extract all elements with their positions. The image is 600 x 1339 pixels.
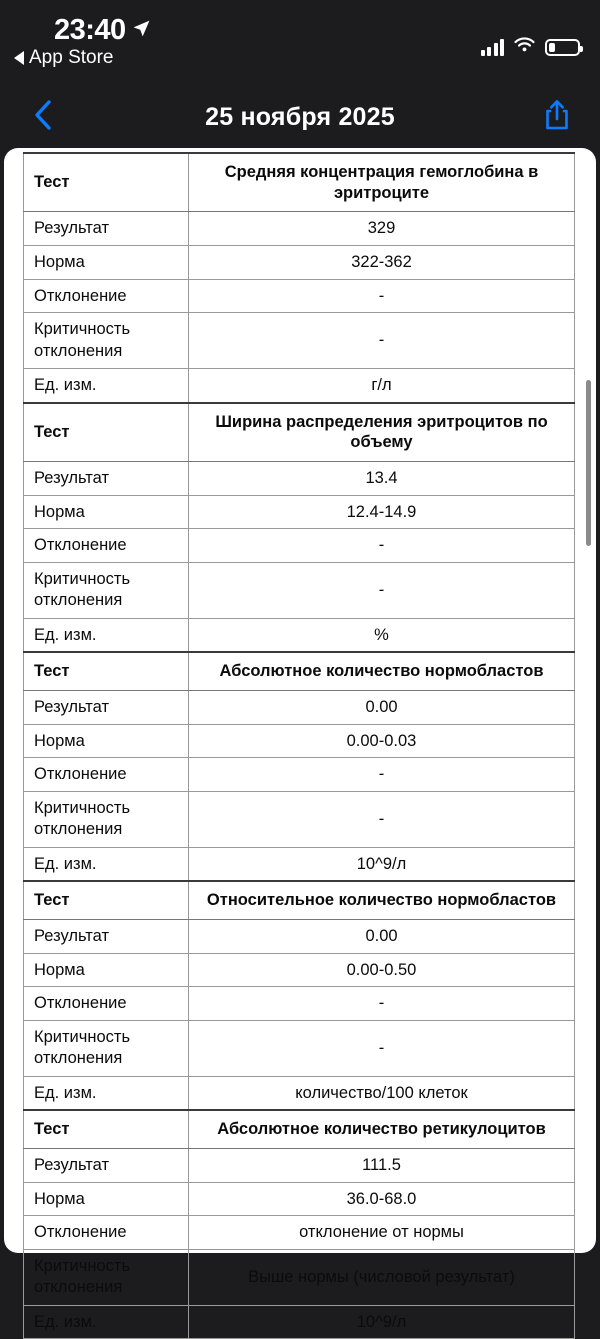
result-value: 13.4 (189, 461, 575, 495)
norm-value: 322-362 (189, 245, 575, 279)
units-value: количество/100 клеток (189, 1076, 575, 1110)
status-bar-right (481, 36, 581, 59)
table-row-deviation (24, 279, 575, 313)
norm-value: 0.00-0.03 (189, 724, 575, 758)
row-label-criticality: Критичность отклонения (24, 313, 189, 369)
table-row-deviation (24, 1216, 575, 1250)
row-label-result: Результат (24, 690, 189, 724)
table-row-test (24, 1110, 575, 1148)
table-row-result (24, 1148, 575, 1182)
row-label-units: Ед. изм. (24, 1076, 189, 1110)
row-label-units: Ед. изм. (24, 1305, 189, 1339)
row-label-criticality: Критичность отклонения (24, 1249, 189, 1305)
deviation-value: - (189, 987, 575, 1021)
row-label-result: Результат (24, 1148, 189, 1182)
row-label-result: Результат (24, 461, 189, 495)
test-name-value: Абсолютное количество ретикулоцитов (189, 1110, 575, 1148)
scrollbar-thumb[interactable] (586, 380, 591, 546)
back-button[interactable] (26, 100, 60, 134)
table-row-criticality (24, 1020, 575, 1076)
table-row-criticality (24, 1249, 575, 1305)
location-arrow-icon (132, 19, 151, 43)
row-label-deviation: Отклонение (24, 758, 189, 792)
table-row-test (24, 652, 575, 690)
row-label-criticality: Критичность отклонения (24, 562, 189, 618)
document-scroll-area[interactable] (4, 148, 596, 1331)
wifi-icon (513, 36, 536, 59)
share-button[interactable] (540, 99, 574, 135)
row-label-criticality: Критичность отклонения (24, 1020, 189, 1076)
table-row-test (24, 403, 575, 462)
document-sheet (4, 148, 596, 1331)
units-value: % (189, 618, 575, 652)
row-label-test: Тест (24, 881, 189, 919)
row-label-result: Результат (24, 919, 189, 953)
table-row-units (24, 369, 575, 403)
row-label-norm: Норма (24, 1182, 189, 1216)
units-value: 10^9/л (189, 1305, 575, 1339)
battery-low-icon (545, 39, 580, 56)
deviation-value: - (189, 279, 575, 313)
table-row-result (24, 919, 575, 953)
result-value: 0.00 (189, 690, 575, 724)
test-name-value: Относительное количество нормобластов (189, 881, 575, 919)
table-row-test (24, 881, 575, 919)
share-up-arrow-icon (543, 98, 571, 137)
criticality-value: - (189, 562, 575, 618)
table-row-deviation (24, 529, 575, 563)
navigation-bar (0, 86, 600, 148)
units-value: 10^9/л (189, 847, 575, 881)
row-label-units: Ед. изм. (24, 618, 189, 652)
table-row-result (24, 461, 575, 495)
criticality-value: Выше нормы (числовой результат) (189, 1249, 575, 1305)
table-row-norm (24, 245, 575, 279)
row-label-test: Тест (24, 403, 189, 462)
table-row-criticality (24, 791, 575, 847)
row-label-norm: Норма (24, 245, 189, 279)
table-row-norm (24, 953, 575, 987)
page-title: 25 ноября 2025 (205, 102, 395, 131)
norm-value: 12.4-14.9 (189, 495, 575, 529)
table-row-units (24, 1076, 575, 1110)
table-row-norm (24, 495, 575, 529)
back-app-label: App Store (29, 47, 114, 68)
table-row-deviation (24, 758, 575, 792)
row-label-norm: Норма (24, 495, 189, 529)
row-label-test: Тест (24, 153, 189, 212)
table-row-result (24, 690, 575, 724)
row-label-criticality: Критичность отклонения (24, 791, 189, 847)
vertical-scrollbar[interactable] (583, 148, 593, 1253)
row-label-deviation: Отклонение (24, 529, 189, 563)
status-bar (0, 0, 600, 86)
deviation-value: - (189, 758, 575, 792)
table-row-criticality (24, 562, 575, 618)
status-time: 23:40 (54, 14, 126, 46)
criticality-value: - (189, 1020, 575, 1076)
test-name-value: Средняя концентрация гемоглобина в эритроците (189, 153, 575, 212)
deviation-value: - (189, 529, 575, 563)
table-row-criticality (24, 313, 575, 369)
test-name-value: Абсолютное количество нормобластов (189, 652, 575, 690)
table-row-units (24, 847, 575, 881)
result-value: 329 (189, 212, 575, 246)
row-label-result: Результат (24, 212, 189, 246)
result-value: 0.00 (189, 919, 575, 953)
row-label-deviation: Отклонение (24, 987, 189, 1021)
table-row-deviation (24, 987, 575, 1021)
table-row-units (24, 1305, 575, 1339)
chevron-left-icon (33, 99, 53, 136)
back-to-app-button[interactable] (14, 48, 114, 67)
criticality-value: - (189, 313, 575, 369)
row-label-units: Ед. изм. (24, 369, 189, 403)
table-row-norm (24, 724, 575, 758)
norm-value: 36.0-68.0 (189, 1182, 575, 1216)
criticality-value: - (189, 791, 575, 847)
result-value: 111.5 (189, 1148, 575, 1182)
table-row-test (24, 153, 575, 212)
cellular-signal-icon (481, 39, 505, 56)
row-label-test: Тест (24, 1110, 189, 1148)
table-row-norm (24, 1182, 575, 1216)
lab-results-table (23, 152, 575, 1339)
row-label-units: Ед. изм. (24, 847, 189, 881)
row-label-test: Тест (24, 652, 189, 690)
units-value: г/л (189, 369, 575, 403)
norm-value: 0.00-0.50 (189, 953, 575, 987)
deviation-value: отклонение от нормы (189, 1216, 575, 1250)
row-label-norm: Норма (24, 953, 189, 987)
status-time-group (14, 16, 151, 45)
status-bar-left (14, 16, 151, 67)
row-label-deviation: Отклонение (24, 1216, 189, 1250)
row-label-deviation: Отклонение (24, 279, 189, 313)
table-row-units (24, 618, 575, 652)
triangle-left-icon (14, 51, 24, 65)
table-row-result (24, 212, 575, 246)
row-label-norm: Норма (24, 724, 189, 758)
test-name-value: Ширина распределения эритроцитов по объему (189, 403, 575, 462)
